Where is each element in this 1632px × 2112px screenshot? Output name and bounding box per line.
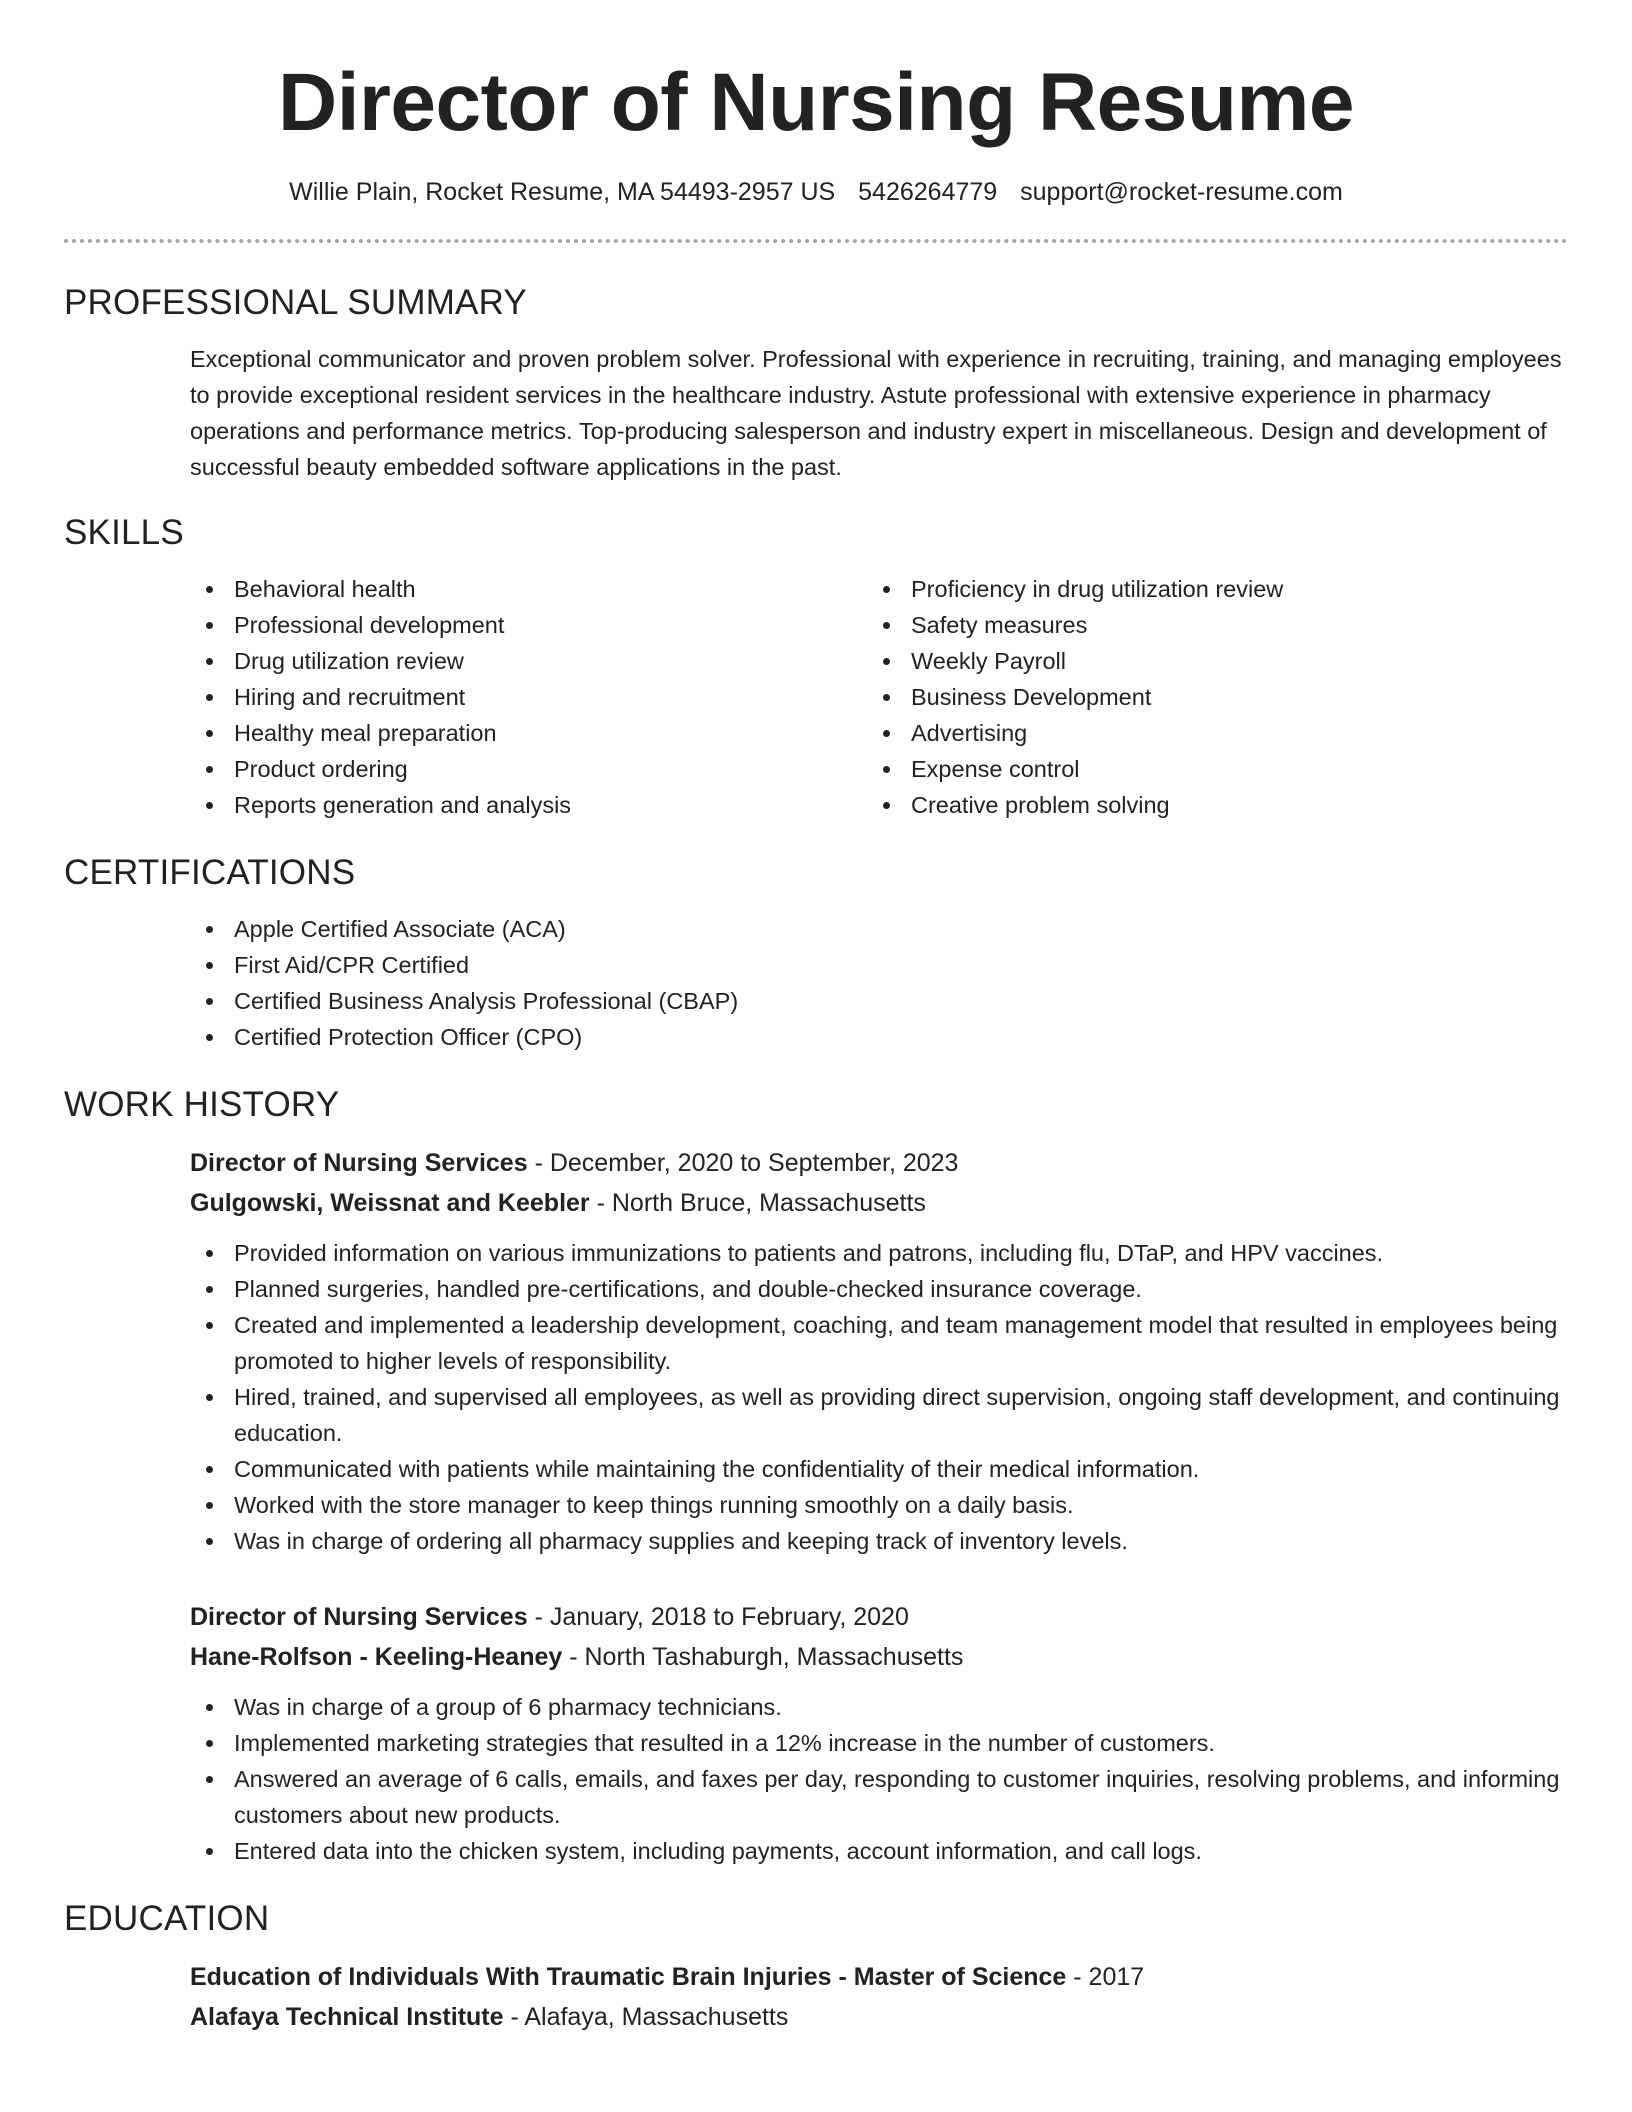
skills-column-right bbox=[867, 571, 1544, 823]
job-duty: Answered an average of 6 calls, emails, and faxes per day, responding to customer inquiries, resolving problems, and informing customers about new products. bbox=[190, 1761, 1568, 1833]
skill-item: Behavioral health bbox=[190, 571, 867, 607]
summary-heading: PROFESSIONAL SUMMARY bbox=[64, 283, 527, 322]
skill-item: Healthy meal preparation bbox=[190, 715, 867, 751]
job-company: Hane-Rolfson - Keeling-Heaney bbox=[190, 1643, 563, 1671]
job-entry bbox=[190, 1597, 1568, 1869]
job-dates: - January, 2018 to February, 2020 bbox=[527, 1603, 909, 1631]
job-duty: Hired, trained, and supervised all employees, as well as providing direct supervision, ongoing staff development, and continuing education. bbox=[190, 1379, 1568, 1451]
skill-item: Business Development bbox=[867, 679, 1544, 715]
job-company-line bbox=[190, 1183, 1568, 1223]
skill-item: Drug utilization review bbox=[190, 643, 867, 679]
resume-page bbox=[64, 0, 1568, 2037]
job-duty: Created and implemented a leadership development, coaching, and team management model that resulted in employees being promoted to higher levels of responsibility. bbox=[190, 1307, 1568, 1379]
education-school-line bbox=[190, 1997, 1568, 2037]
job-duties bbox=[190, 1235, 1568, 1559]
skill-item: Expense control bbox=[867, 751, 1544, 787]
certifications-list bbox=[190, 911, 1568, 1055]
skill-item: Reports generation and analysis bbox=[190, 787, 867, 823]
skill-item: Hiring and recruitment bbox=[190, 679, 867, 715]
skill-item: Proficiency in drug utilization review bbox=[867, 571, 1544, 607]
job-title-line bbox=[190, 1597, 1568, 1637]
job-title: Director of Nursing Services bbox=[190, 1149, 528, 1177]
skill-item: Safety measures bbox=[867, 607, 1544, 643]
contact-phone: 5426264779 bbox=[858, 178, 998, 206]
skills-list bbox=[190, 571, 1568, 823]
contact-line bbox=[64, 178, 1568, 207]
certifications-heading: CERTIFICATIONS bbox=[64, 853, 356, 892]
job-duty: Provided information on various immunizations to patients and patrons, including flu, DTaP, and HPV vaccines. bbox=[190, 1235, 1568, 1271]
education-location: - Alafaya, Massachusetts bbox=[503, 2003, 789, 2031]
education-degree-line bbox=[190, 1957, 1568, 1997]
education-heading: EDUCATION bbox=[64, 1899, 270, 1938]
skill-item: Professional development bbox=[190, 607, 867, 643]
skill-item: Advertising bbox=[867, 715, 1544, 751]
job-duty: Was in charge of ordering all pharmacy supplies and keeping track of inventory levels. bbox=[190, 1523, 1568, 1559]
job-title-line bbox=[190, 1143, 1568, 1183]
job-duty: Entered data into the chicken system, including payments, account information, and call logs. bbox=[190, 1833, 1568, 1869]
job-duty: Planned surgeries, handled pre-certifications, and double-checked insurance coverage. bbox=[190, 1271, 1568, 1307]
job-company: Gulgowski, Weissnat and Keebler bbox=[190, 1189, 590, 1217]
job-duty: Was in charge of a group of 6 pharmacy technicians. bbox=[190, 1689, 1568, 1725]
job-title: Director of Nursing Services bbox=[190, 1603, 528, 1631]
skills-heading: SKILLS bbox=[64, 513, 184, 552]
job-entry bbox=[190, 1143, 1568, 1559]
education-entry bbox=[190, 1957, 1568, 2037]
job-dates: - December, 2020 to September, 2023 bbox=[527, 1149, 959, 1177]
summary-text: Exceptional communicator and proven problem solver. Professional with experience in recruiting, training, and managing employees to provide exceptional resident services in the healthcare industry. Astute professional with extensive experience in pharmacy operations and performance metrics. Top-producing salesperson and industry expert in miscellaneous. Design and development of successful beauty embedded software applications in the past. bbox=[190, 346, 1562, 480]
contact-address: Willie Plain, Rocket Resume, MA 54493-2957 US bbox=[289, 178, 836, 206]
skill-item: Creative problem solving bbox=[867, 787, 1544, 823]
job-location: - North Bruce, Massachusetts bbox=[589, 1189, 926, 1217]
certification-item: First Aid/CPR Certified bbox=[190, 947, 1568, 983]
header-divider bbox=[64, 239, 1568, 243]
certification-item: Certified Business Analysis Professional (CBAP) bbox=[190, 983, 1568, 1019]
skills-column-left bbox=[190, 571, 867, 823]
education-year: - 2017 bbox=[1066, 1963, 1145, 1991]
job-company-line bbox=[190, 1637, 1568, 1677]
education-school: Alafaya Technical Institute bbox=[190, 2003, 504, 2031]
job-location: - North Tashaburgh, Massachusetts bbox=[562, 1643, 964, 1671]
resume-title: Director of Nursing Resume bbox=[278, 57, 1354, 148]
job-duties bbox=[190, 1689, 1568, 1869]
skill-item: Weekly Payroll bbox=[867, 643, 1544, 679]
job-duty: Implemented marketing strategies that resulted in a 12% increase in the number of customers. bbox=[190, 1725, 1568, 1761]
work-history-heading: WORK HISTORY bbox=[64, 1085, 340, 1124]
skill-item: Product ordering bbox=[190, 751, 867, 787]
contact-email: support@rocket-resume.com bbox=[1020, 178, 1343, 206]
education-degree: Education of Individuals With Traumatic Brain Injuries - Master of Science bbox=[190, 1963, 1067, 1991]
certification-item: Apple Certified Associate (ACA) bbox=[190, 911, 1568, 947]
job-duty: Communicated with patients while maintaining the confidentiality of their medical information. bbox=[190, 1451, 1568, 1487]
certification-item: Certified Protection Officer (CPO) bbox=[190, 1019, 1568, 1055]
job-duty: Worked with the store manager to keep things running smoothly on a daily basis. bbox=[190, 1487, 1568, 1523]
